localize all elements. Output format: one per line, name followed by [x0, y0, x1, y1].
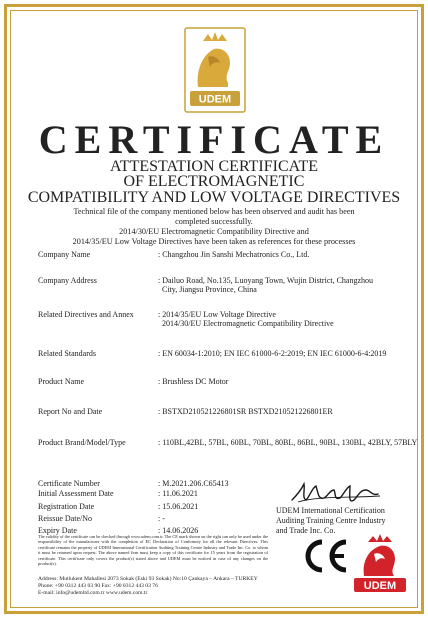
certificate-number-label: Certificate Number [38, 479, 100, 488]
registration-date-value: : 15.06.2021 [158, 502, 199, 511]
company-address-value-1: : Dailuo Road, No.135, Luoyang Town, Wujin District, Changzhou [158, 276, 374, 285]
product-brand-value: : 110BL,42BL, 57BL, 60BL, 70BL, 80BL, 86BL, 90BL, 130BL, 42BLY, 57BLY [158, 438, 418, 447]
directives-value-1: : 2014/35/EU Low Voltage Directive [158, 310, 276, 319]
validity-note: The validity of the certificate can be checked through www.udem.com.tr. The CE mark shown on the right can only be used under the responsibility of the manufacturer with the completion of EC Declaration of Conformity for all the relevant Directives. This certificate remains the property of UDEM International Certification Auditing Training Centre Industry and Trade Inc. Co. to whom it must be returned upon request. The above named firm must keep a copy of this certificate for 15 years from the registration of certificate. This certificate only covers the product(s) stated above and UDEM must be noticed in case of any changes on the product(s). [38, 534, 268, 567]
attestation-line-1: ATTESTATION CERTIFICATE [110, 158, 318, 175]
product-name-value: : Brushless DC Motor [158, 377, 229, 386]
ce-mark-icon [300, 536, 350, 576]
logo-red-brand-text: UDEM [363, 580, 397, 592]
issuer-line-2: Auditing Training Centre Industry [276, 516, 386, 525]
company-address-label: Company Address [38, 276, 97, 285]
company-name-value: : Changzhou Jin Sanshi Mechatronics Co., Ltd. [158, 250, 310, 259]
registration-date-label: Registration Date [38, 502, 95, 511]
udem-red-logo-icon [350, 532, 410, 594]
attestation-line-3: COMPATIBILITY AND LOW VOLTAGE DIRECTIVES [27, 189, 401, 206]
report-no-label: Report No and Date [38, 407, 103, 416]
intro-line-3: 2014/30/EU Electromagnetic Compatibility Directive and [119, 227, 309, 236]
company-address-value-2: City, Jiangsu Province, China [162, 285, 257, 294]
logo-brand-text: UDEM [198, 93, 232, 106]
directives-value-2: 2014/30/EU Electromagnetic Compatibility Directive [162, 319, 334, 328]
address-line-2: Phone: +90 0312 443 03 90 Fax: +90 0312 443 03 76 [38, 583, 158, 589]
issuer-line-3: and Trade Inc. Co. [276, 526, 336, 535]
address-line-3: E-mail: info@udemltd.com.tr www.udem.com.tr [38, 590, 148, 596]
reissue-date-label: Reissue Date/No [38, 514, 92, 523]
company-name-label: Company Name [38, 250, 91, 259]
reissue-date-value: : - [158, 514, 165, 523]
initial-assessment-value: : 11.06.2021 [158, 489, 198, 498]
address-line-1: Address: Mutlukent Mahallesi 2073 Sokak (Eski 93 Sokak) No:10 Çankaya – Ankara – TURKEY [38, 576, 258, 582]
product-brand-label: Product Brand/Model/Type [38, 438, 126, 447]
initial-assessment-label: Initial Assessment Date [38, 489, 114, 498]
directives-label: Related Directives and Annex [38, 310, 134, 319]
intro-line-2: completed successfully. [175, 217, 253, 226]
expiry-date-value: : 14.06.2026 [158, 526, 199, 535]
expiry-date-label: Expiry Date [38, 526, 77, 535]
intro-text [20, 207, 408, 247]
standards-value: : EN 60034-1:2010; EN IEC 61000-6-2:2019; EN IEC 61000-6-4:2019 [158, 349, 387, 358]
udem-logo-icon [184, 27, 246, 113]
signature-icon [288, 478, 384, 508]
intro-line-4: 2014/35/EU Low Voltage Directives have been taken as references for these processes [72, 237, 356, 246]
certificate-title: CERTIFICATE [38, 117, 390, 162]
issuer-line-1: UDEM International Certification [276, 506, 385, 515]
report-no-value: : BSTXD210521226801SR BSTXD210521226801ER [158, 407, 333, 416]
product-name-label: Product Name [38, 377, 84, 386]
attestation-line-2: OF ELECTROMAGNETIC [123, 173, 305, 190]
standards-label: Related Standards [38, 349, 96, 358]
intro-line-1: Technical file of the company mentioned below has been observed and audit has been [73, 207, 355, 216]
certificate-number-value: : M.2021.206.C65413 [158, 479, 229, 488]
